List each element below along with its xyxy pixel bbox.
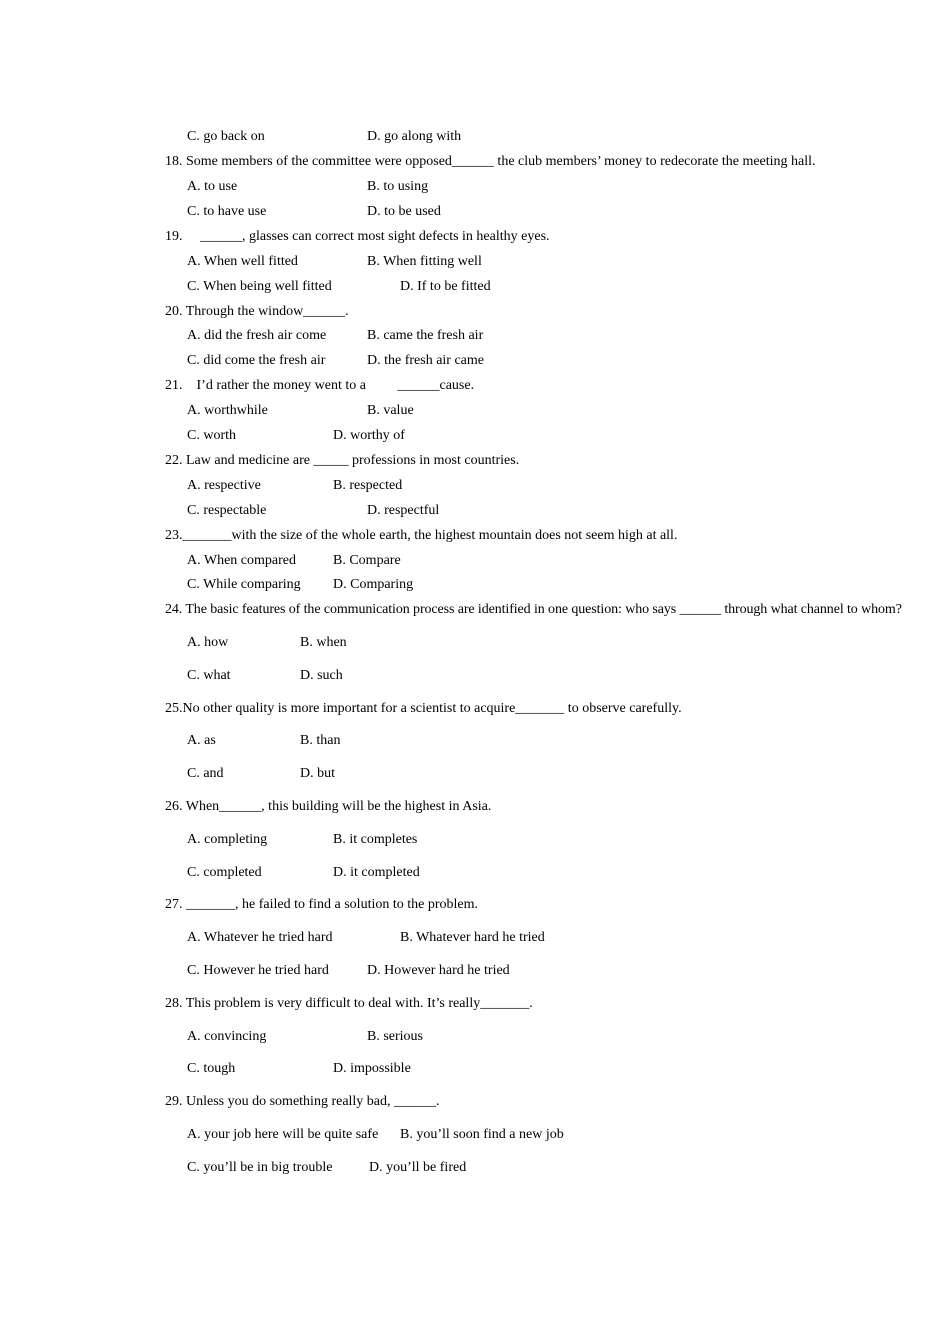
option-19-a: A. When well fitted <box>187 254 298 269</box>
option-18-d: D. to be used <box>367 204 441 219</box>
option-21-c: C. worth <box>187 428 236 443</box>
option-23-d: D. Comparing <box>333 577 414 592</box>
option-18-c: C. to have use <box>187 204 267 219</box>
option-24-d: D. such <box>300 668 343 683</box>
option-20-c: C. did come the fresh air <box>187 353 326 368</box>
option-26-a: A. completing <box>187 832 268 847</box>
option-29-d: D. you’ll be fired <box>369 1160 467 1175</box>
question-26: 26. When______, this building will be the highest in Asia. <box>165 799 492 814</box>
option-22-d: D. respectful <box>367 503 440 518</box>
option-25-a: A. as <box>187 733 216 748</box>
option-23-a: A. When compared <box>187 553 296 568</box>
option-29-b: B. you’ll soon find a new job <box>400 1127 564 1142</box>
question-20: 20. Through the window______. <box>165 304 349 319</box>
question-18: 18. Some members of the committee were opposed______ the club members’ money to redecorate the meeting hall. <box>165 154 816 169</box>
option-22-c: C. respectable <box>187 503 267 518</box>
option-28-c: C. tough <box>187 1061 236 1076</box>
option-27-d: D. However hard he tried <box>367 963 510 978</box>
option-23-b: B. Compare <box>333 553 401 568</box>
option-25-d: D. but <box>300 766 335 781</box>
option-18-a: A. to use <box>187 179 238 194</box>
question-23: 23._______with the size of the whole earth, the highest mountain does not seem high at all. <box>165 528 678 543</box>
option-26-d: D. it completed <box>333 865 420 880</box>
option-29-c: C. you’ll be in big trouble <box>187 1160 333 1175</box>
question-21: 21. I’d rather the money went to a ______cause. <box>165 378 475 393</box>
option-22-a: A. respective <box>187 478 261 493</box>
question-25: 25.No other quality is more important for a scientist to acquire_______ to observe carefully. <box>165 701 682 716</box>
question-22: 22. Law and medicine are _____ professions in most countries. <box>165 453 520 468</box>
question-27: 27. _______, he failed to find a solution to the problem. <box>165 897 479 912</box>
option-23-c: C. While comparing <box>187 577 301 592</box>
option-20-d: D. the fresh air came <box>367 353 484 368</box>
option-26-b: B. it completes <box>333 832 418 847</box>
option-17-d: D. go along with <box>367 129 462 144</box>
option-25-c: C. and <box>187 766 224 781</box>
question-28: 28. This problem is very difficult to deal with. It’s really_______. <box>165 996 533 1011</box>
question-19: 19. ______, glasses can correct most sight defects in healthy eyes. <box>165 229 550 244</box>
option-24-c: C. what <box>187 668 231 683</box>
option-25-b: B. than <box>300 733 341 748</box>
option-20-a: A. did the fresh air come <box>187 328 327 343</box>
option-19-d: D. If to be fitted <box>400 279 491 294</box>
option-22-b: B. respected <box>333 478 403 493</box>
option-27-a: A. Whatever he tried hard <box>187 930 333 945</box>
option-18-b: B. to using <box>367 179 429 194</box>
option-17-c: C. go back on <box>187 129 265 144</box>
option-19-b: B. When fitting well <box>367 254 482 269</box>
option-28-b: B. serious <box>367 1029 423 1044</box>
option-21-b: B. value <box>367 403 414 418</box>
option-20-b: B. came the fresh air <box>367 328 484 343</box>
option-21-d: D. worthy of <box>333 428 405 443</box>
option-21-a: A. worthwhile <box>187 403 268 418</box>
option-24-a: A. how <box>187 635 229 650</box>
option-19-c: C. When being well fitted <box>187 279 332 294</box>
question-29: 29. Unless you do something really bad, ______. <box>165 1094 440 1109</box>
option-28-d: D. impossible <box>333 1061 411 1076</box>
option-27-c: C. However he tried hard <box>187 963 329 978</box>
question-24: 24. The basic features of the communication process are identified in one question: who says ______ through what channel to whom? <box>165 602 902 617</box>
option-24-b: B. when <box>300 635 347 650</box>
option-28-a: A. convincing <box>187 1029 267 1044</box>
option-26-c: C. completed <box>187 865 262 880</box>
option-27-b: B. Whatever hard he tried <box>400 930 545 945</box>
option-29-a: A. your job here will be quite safe <box>187 1127 379 1142</box>
